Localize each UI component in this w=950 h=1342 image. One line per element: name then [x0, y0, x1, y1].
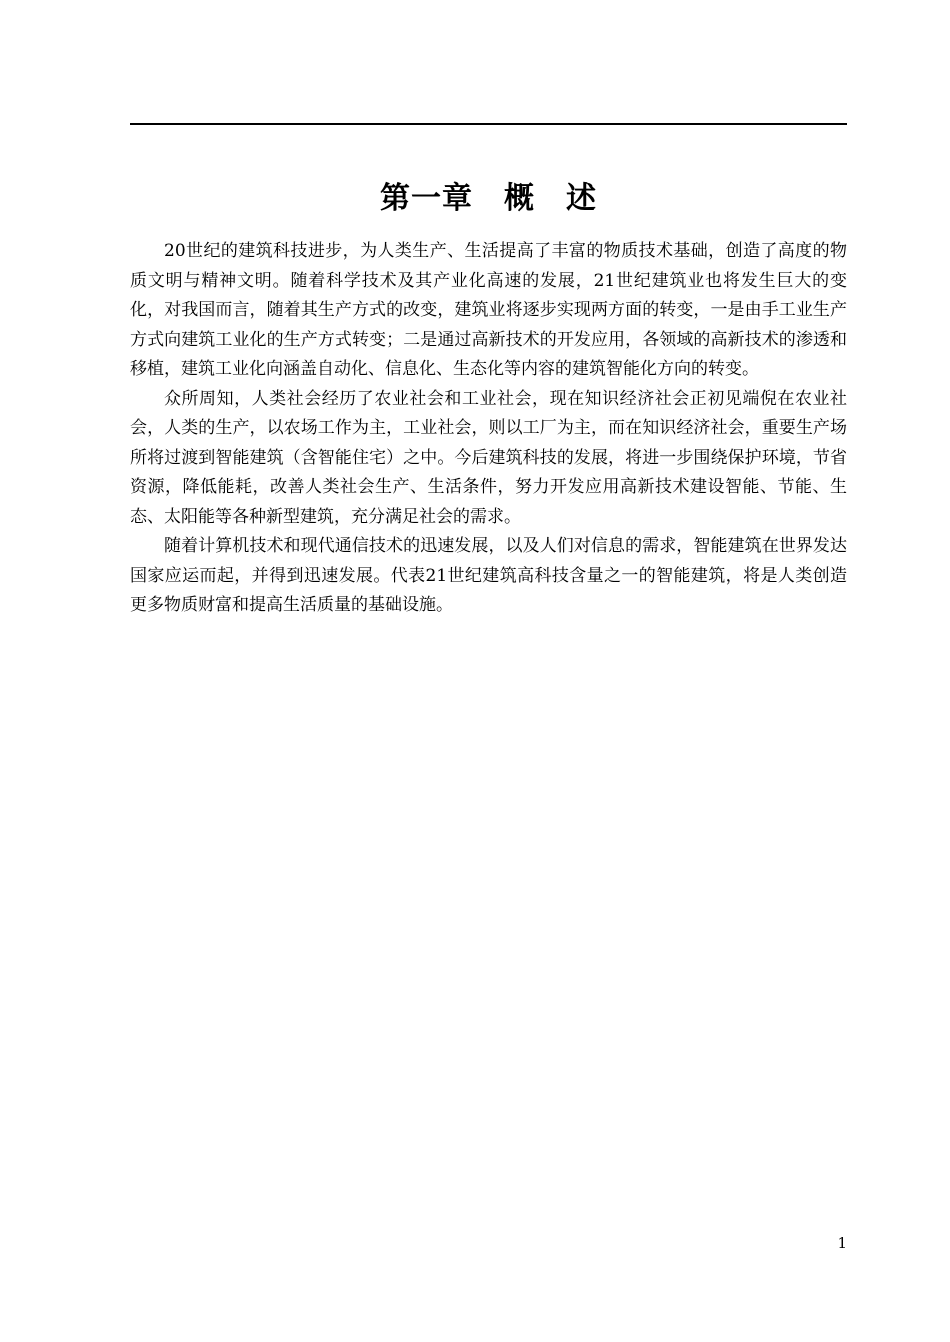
- chapter-title: 第一章 概 述: [380, 181, 597, 217]
- header-rule: [130, 123, 847, 125]
- paragraph-3: 随着计算机技术和现代通信技术的迅速发展，以及人们对信息的需求，智能建筑在世界发达国家应运而起，并得到迅速发展。代表21世纪建筑高科技含量之一的智能建筑，将是人类创造更多物质财富和提高生活质量的基础设施。: [130, 536, 847, 615]
- paragraph-1: 20世纪的建筑科技进步，为人类生产、生活提高了丰富的物质技术基础，创造了高度的物质文明与精神文明。随着科学技术及其产业化高速的发展，21世纪建筑业也将发生巨大的变化，对我国而言，随着其生产方式的改变，建筑业将逐步实现两方面的转变，一是由手工业生产方式向建筑工业化的生产方式转变；二是通过高新技术的开发应用，各领域的高新技术的渗透和移植，建筑工业化向涵盖自动化、信息化、生态化等内容的建筑智能化方向的转变。: [130, 241, 847, 379]
- page-number: 1: [837, 1234, 847, 1252]
- body-text: [130, 237, 847, 621]
- paragraph-2: 众所周知，人类社会经历了农业社会和工业社会，现在知识经济社会正初见端倪在农业社会，人类的生产，以农场工作为主，工业社会，则以工厂为主，而在知识经济社会，重要生产场所将过渡到智能建筑（含智能住宅）之中。今后建筑科技的发展，将进一步围绕保护环境，节省资源，降低能耗，改善人类社会生产、生活条件，努力开发应用高新技术建设智能、节能、生态、太阳能等各种新型建筑，充分满足社会的需求。: [130, 388, 847, 527]
